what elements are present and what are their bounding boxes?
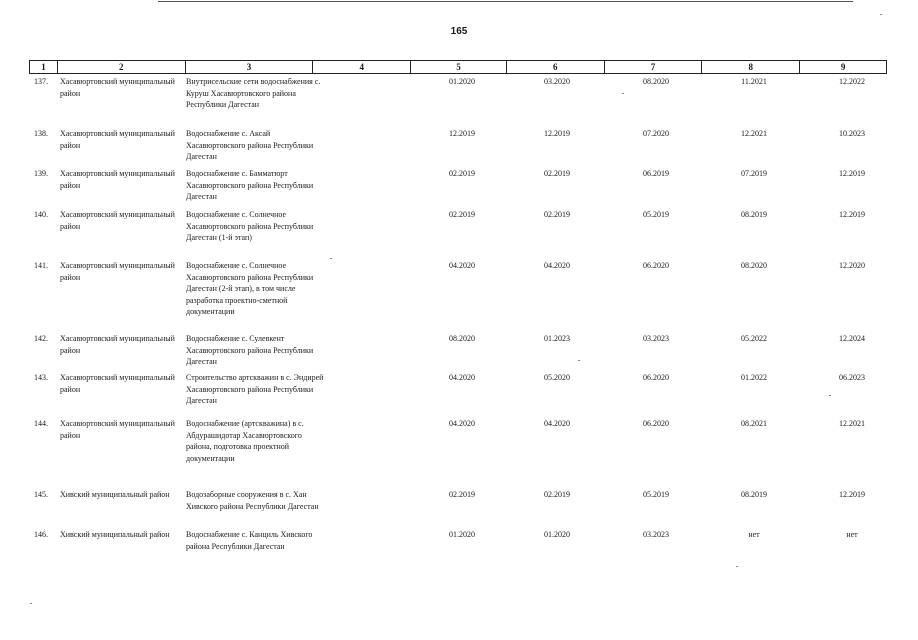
date-col-9: 12.2019 — [839, 210, 865, 219]
scan-speck — [736, 566, 738, 567]
date-col-5: 04.2020 — [449, 261, 475, 270]
scan-speck — [578, 360, 580, 361]
scan-speck — [30, 603, 32, 604]
date-col-5: 02.2019 — [449, 169, 475, 178]
header-col-5: 5 — [411, 61, 507, 73]
date-col-6: 04.2020 — [544, 419, 570, 428]
district: Хасавюртовский муниципальный район — [60, 373, 175, 394]
object-name: Водоснабжение с. Сулевкент Хасавюртовского района Республики Дагестан — [186, 334, 314, 366]
header-col-7: 7 — [605, 61, 703, 73]
district: Хасавюртовский муниципальный район — [60, 77, 175, 98]
date-col-7: 05.2019 — [643, 490, 669, 499]
scan-speck — [880, 14, 882, 15]
date-col-8: 05.2022 — [741, 334, 767, 343]
header-col-9: 9 — [840, 62, 846, 72]
table-header — [29, 60, 887, 74]
date-col-8: нет — [748, 530, 760, 539]
page-number: 165 — [450, 26, 468, 37]
district: Хасавюртовский муниципальный район — [60, 419, 175, 440]
date-col-9: 10.2023 — [839, 129, 865, 138]
date-col-7: 06.2020 — [643, 419, 669, 428]
date-col-9: 12.2021 — [839, 419, 865, 428]
scan-speck — [829, 395, 831, 396]
date-col-6: 05.2020 — [544, 373, 570, 382]
date-col-5: 01.2020 — [449, 530, 475, 539]
row-number: 137. — [34, 77, 48, 86]
district: Хасавюртовский муниципальный район — [60, 169, 175, 190]
object-name: Водоснабжение с. Бамматюрт Хасавюртовского района Республики Дагестан — [186, 169, 314, 201]
header-col-1: 1 — [30, 61, 58, 73]
object-name: Водоснабжение с. Солнечное Хасавюртовского района Республики Дагестан (2-й этап), в том числе разработка проектно-сметной документации — [186, 261, 314, 316]
date-col-7: 08.2020 — [643, 77, 669, 86]
district: Хивский муниципальный район — [60, 490, 170, 499]
date-col-9: 12.2019 — [839, 169, 865, 178]
row-number: 146. — [34, 530, 48, 539]
date-col-6: 01.2023 — [544, 334, 570, 343]
date-col-6: 01.2020 — [544, 530, 570, 539]
date-col-5: 04.2020 — [449, 373, 475, 382]
row-number: 139. — [34, 169, 48, 178]
header-col-6: 6 — [507, 61, 605, 73]
date-col-9: 12.2022 — [839, 77, 865, 86]
header-col-4: 4 — [313, 61, 411, 73]
row-number: 144. — [34, 419, 48, 428]
date-col-6: 12.2019 — [544, 129, 570, 138]
object-name: Водоснабжение с. Солнечное Хасавюртовского района Республики Дагестан (1-й этап) — [186, 210, 314, 242]
date-col-5: 12.2019 — [449, 129, 475, 138]
top-rule — [158, 1, 853, 2]
header-col-8: 8 — [702, 61, 800, 73]
date-col-9: 12.2024 — [839, 334, 865, 343]
row-number: 145. — [34, 490, 48, 499]
district: Хасавюртовский муниципальный район — [60, 129, 175, 150]
row-number: 142. — [34, 334, 48, 343]
date-col-8: 08.2019 — [741, 210, 767, 219]
date-col-6: 02.2019 — [544, 169, 570, 178]
object-name: Водоснабжение с. Аксай Хасавюртовского района Республики Дагестан — [186, 129, 314, 161]
date-col-7: 06.2019 — [643, 169, 669, 178]
date-col-9: 12.2019 — [839, 490, 865, 499]
date-col-8: 11.2021 — [741, 77, 767, 86]
district: Хасавюртовский муниципальный район — [60, 334, 175, 355]
district: Хивский муниципальный район — [60, 530, 170, 539]
date-col-9: 12.2020 — [839, 261, 865, 270]
header-col-3: 3 — [186, 61, 314, 73]
date-col-5: 04.2020 — [449, 419, 475, 428]
district: Хасавюртовский муниципальный район — [60, 210, 175, 231]
object-name: Водозаборные сооружения в с. Хан Хивского района Республики Дагестан — [186, 490, 319, 511]
date-col-8: 01.2022 — [741, 373, 767, 382]
date-col-8: 12.2021 — [741, 129, 767, 138]
date-col-6: 02.2019 — [544, 490, 570, 499]
date-col-7: 05.2019 — [643, 210, 669, 219]
date-col-6: 04.2020 — [544, 261, 570, 270]
object-name: Водоснабжение (артскважина) в с. Абдурашидотар Хасавюртовского района, подготовка проектной документации — [186, 419, 304, 463]
scan-speck — [622, 93, 624, 94]
header-col-2: 2 — [58, 61, 186, 73]
date-col-8: 08.2019 — [741, 490, 767, 499]
date-col-7: 07.2020 — [643, 129, 669, 138]
scan-speck — [330, 258, 332, 259]
district: Хасавюртовский муниципальный район — [60, 261, 175, 282]
date-col-5: 01.2020 — [449, 77, 475, 86]
row-number: 138. — [34, 129, 48, 138]
date-col-7: 06.2020 — [643, 261, 669, 270]
row-number: 141. — [34, 261, 48, 270]
date-col-8: 08.2020 — [741, 261, 767, 270]
date-col-8: 08.2021 — [741, 419, 767, 428]
date-col-5: 02.2019 — [449, 210, 475, 219]
object-name: Водоснабжение с. Канциль Хивского района Республики Дагестан — [186, 530, 313, 551]
date-col-8: 07.2019 — [741, 169, 767, 178]
date-col-7: 06.2020 — [643, 373, 669, 382]
date-col-9: 06.2023 — [839, 373, 865, 382]
date-col-6: 03.2020 — [544, 77, 570, 86]
date-col-5: 02.2019 — [449, 490, 475, 499]
date-col-6: 02.2019 — [544, 210, 570, 219]
date-col-5: 08.2020 — [449, 334, 475, 343]
date-col-7: 03.2023 — [643, 334, 669, 343]
object-name: Строительство артскважин в с. Эндирей Хасавюртовского района Республики Дагестан — [186, 373, 324, 405]
row-number: 140. — [34, 210, 48, 219]
row-number: 143. — [34, 373, 48, 382]
date-col-9: нет — [846, 530, 858, 539]
object-name: Внутрисельские сети водоснабжения с. Куруш Хасавюртовского района Республики Дагестан — [186, 77, 321, 109]
date-col-7: 03.2023 — [643, 530, 669, 539]
